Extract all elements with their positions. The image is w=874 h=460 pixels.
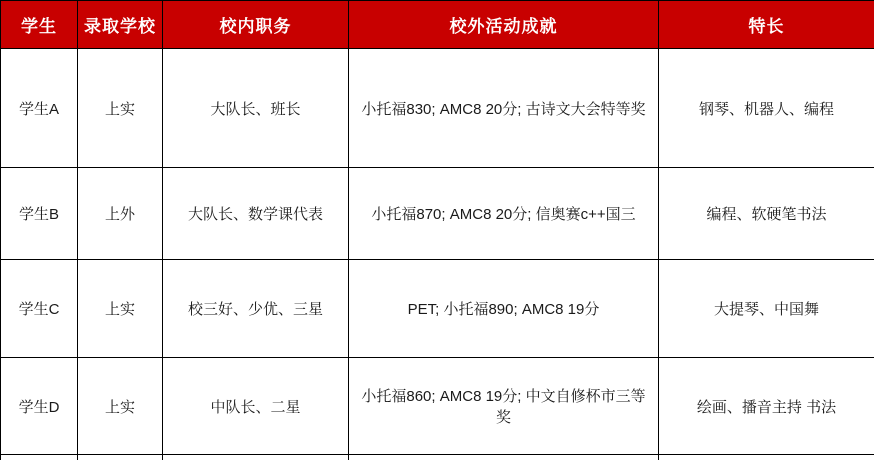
cell-empty: [1, 455, 78, 460]
table-row-student-d: [1, 358, 874, 455]
cell-student: 学生D: [1, 358, 78, 455]
cell-empty: [349, 455, 659, 460]
cell-school: 上实: [78, 260, 163, 358]
cell-student: 学生A: [1, 49, 78, 168]
cell-talents: 绘画、播音主持 书法: [659, 358, 874, 455]
cell-empty: [163, 455, 349, 460]
cell-school: 上外: [78, 168, 163, 260]
table-row-student-c: [1, 260, 874, 358]
table-row-partial: [1, 455, 874, 460]
header-row: [1, 1, 874, 49]
header-cell-student: 学生: [1, 1, 78, 49]
cell-empty: [659, 455, 874, 460]
cell-achievements: 小托福870; AMC8 20分; 信奥赛c++国三: [349, 168, 659, 260]
cell-roles: 大队长、班长: [163, 49, 349, 168]
table-row-student-a: [1, 49, 874, 168]
table-row-student-b: [1, 168, 874, 260]
cell-student: 学生B: [1, 168, 78, 260]
header-cell-school: 录取学校: [78, 1, 163, 49]
cell-talents: 钢琴、机器人、编程: [659, 49, 874, 168]
cell-achievements: 小托福830; AMC8 20分; 古诗文大会特等奖: [349, 49, 659, 168]
cell-roles: 中队长、二星: [163, 358, 349, 455]
cell-achievements: PET; 小托福890; AMC8 19分: [349, 260, 659, 358]
cell-talents: 编程、软硬笔书法: [659, 168, 874, 260]
cell-achievements: 小托福860; AMC8 19分; 中文自修杯市三等 奖: [349, 358, 659, 455]
cell-roles: 校三好、少优、三星: [163, 260, 349, 358]
cell-student: 学生C: [1, 260, 78, 358]
cell-roles: 大队长、数学课代表: [163, 168, 349, 260]
header-cell-roles: 校内职务: [163, 1, 349, 49]
cell-talents: 大提琴、中国舞: [659, 260, 874, 358]
cell-school: 上实: [78, 49, 163, 168]
cell-school: 上实: [78, 358, 163, 455]
cell-empty: [78, 455, 163, 460]
header-cell-achievements: 校外活动成就: [349, 1, 659, 49]
header-cell-talents: 特长: [659, 1, 874, 49]
